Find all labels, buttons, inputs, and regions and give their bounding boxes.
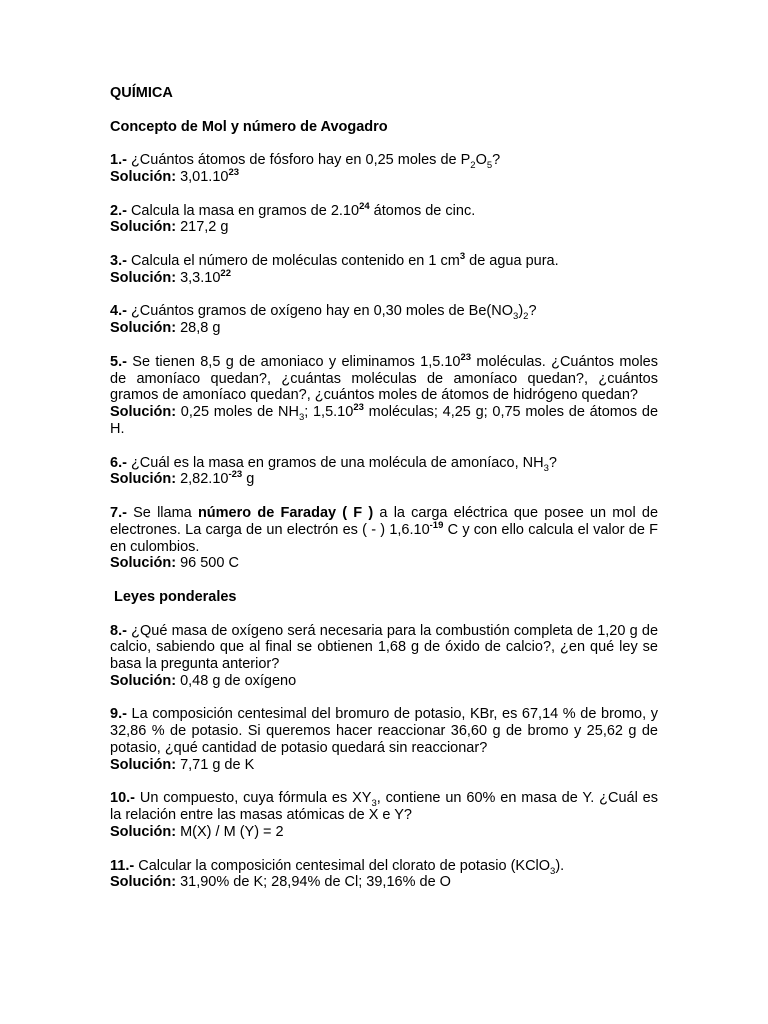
problem-10 [110, 790, 658, 840]
solution-label: Solución: [110, 874, 177, 891]
problem-number: 8.- [110, 622, 127, 639]
problem-2 [110, 200, 658, 237]
problem-solution: Solución: 3,3.10$^{22}$ [110, 267, 231, 286]
problem-solution: Solución: 28,8 g [110, 320, 221, 337]
solution-label: Solución: [110, 404, 177, 421]
problem-number: 7.- [110, 504, 127, 521]
problem-question: 5.- Se tienen 8,5 g de amoniaco y eliminamos 1,5.10$^{23}$ moléculas. ¿Cuántos moles de amoníaco quedan?, ¿cuántas moléculas de amoníaco quedan?, ¿cuántos gramos de amoníaco quedan?, ¿cuántos moles de átomos de hidrógeno quedan? [110, 351, 658, 404]
problem-6 [110, 455, 658, 489]
problem-number: 5.- [110, 353, 127, 370]
solution-label: Solución: [110, 219, 177, 236]
problem-question: 4.- ¿Cuántos gramos de oxígeno hay en 0,30 moles de $Be(NO_3)_2$? [110, 303, 537, 323]
problem-number: 6.- [110, 454, 127, 471]
problem-solution: Solución: 3,01.10$^{23}$ [110, 167, 240, 185]
solution-label: Solución: [110, 756, 177, 773]
problem-question: 3.- Calcula el número de moléculas contenido en 1 $cm^3$ de agua pura. [110, 251, 559, 269]
problem-number: 1.- [110, 152, 127, 169]
problem-number: 3.- [110, 252, 127, 269]
solution-label: Solución: [110, 168, 177, 185]
document-body [110, 85, 658, 908]
problem-question: 6.- ¿Cuál es la masa en gramos de una molécula de amoníaco, $NH_3$? [110, 454, 557, 474]
problem-solution: Solución: 96 500 C [110, 555, 239, 572]
problem-number: 4.- [110, 303, 127, 320]
problem-solution: Solución: M(X) / M (Y) = 2 [110, 824, 284, 841]
problem-4 [110, 303, 658, 337]
problem-number: 9.- [110, 706, 127, 723]
section-heading-mol: Concepto de Mol y número de Avogadro [110, 118, 388, 135]
problem-solution: Solución: 7,71 g de K [110, 756, 255, 773]
problem-number: 2.- [110, 202, 127, 219]
problem-solution: Solución: 31,90% de K; 28,94% de Cl; 39,16% de O [110, 874, 451, 891]
problem-5 [110, 351, 659, 438]
faraday-term: número de Faraday ( F ) [197, 504, 374, 521]
section-heading-leyes: Leyes ponderales [114, 588, 237, 605]
solution-label: Solución: [110, 320, 177, 337]
problem-7 [110, 505, 658, 572]
problem-solution: Solución: 217,2 g [110, 219, 229, 236]
problem-question: 8.- ¿Qué masa de oxígeno será necesaria para la combustión completa de 1,20 g de calcio, sabiendo que al final se obtienen 1,68 g de óxido de calcio?, ¿en qué ley se basa la pregunta anterior? [110, 622, 659, 673]
problem-solution: Solución: $2,82.10^{-23}$ g [110, 469, 255, 488]
solution-label: Solución: [110, 471, 177, 488]
problem-number: 10.- [110, 790, 135, 807]
solution-label: Solución: [110, 555, 177, 572]
problem-question: 7.- Se llama número de Faraday ( F ) a la carga eléctrica que posee un mol de electrones. La carga de un electrón es ( - ) $1,6.10^{-19}$ C y con ello calcula el valor de F en culombios. [110, 504, 659, 555]
solution-label: Solución: [110, 672, 177, 689]
problem-solution: Solución: 0,48 g de oxígeno [110, 672, 297, 689]
problem-question: 2.- Calcula la masa en gramos de 2.10$^{24}$ átomos de cinc. [110, 200, 476, 219]
problem-number: 11.- [110, 857, 135, 874]
problem-9 [110, 706, 658, 773]
problem-1 [110, 152, 658, 186]
document-title: QUÍMICA [110, 85, 173, 101]
problem-11 [110, 858, 658, 892]
problem-3 [110, 253, 658, 287]
problem-question: 1.- ¿Cuántos átomos de fósforo hay en 0,25 moles de $P_2O_5$? [110, 152, 501, 172]
solution-label: Solución: [110, 269, 177, 286]
problem-8 [110, 623, 658, 690]
problem-question: 11.- Calcular la composición centesimal del clorato de potasio (KClO$_3$). [110, 857, 565, 877]
problem-question: 9.- La composición centesimal del bromuro de potasio, KBr, es 67,14 % de bromo, y 32,86 % de potasio. Si queremos hacer reaccionar 36,60 g de bromo y 25,62 g de potasio, ¿qué cantidad de potasio quedará sin reaccionar? [110, 706, 658, 757]
solution-label: Solución: [110, 824, 177, 841]
problem-solution: Solución: 0,25 moles de $NH_3$; 1,5.10$^{23}$ moléculas; 4,25 g; 0,75 moles de átomos de H. [110, 402, 659, 437]
problem-question: 10.- Un compuesto, cuya fórmula es $XY_3$, contiene un 60% en masa de Y. ¿Cuál es la relación entre las masas atómicas de X e Y? [110, 790, 658, 824]
